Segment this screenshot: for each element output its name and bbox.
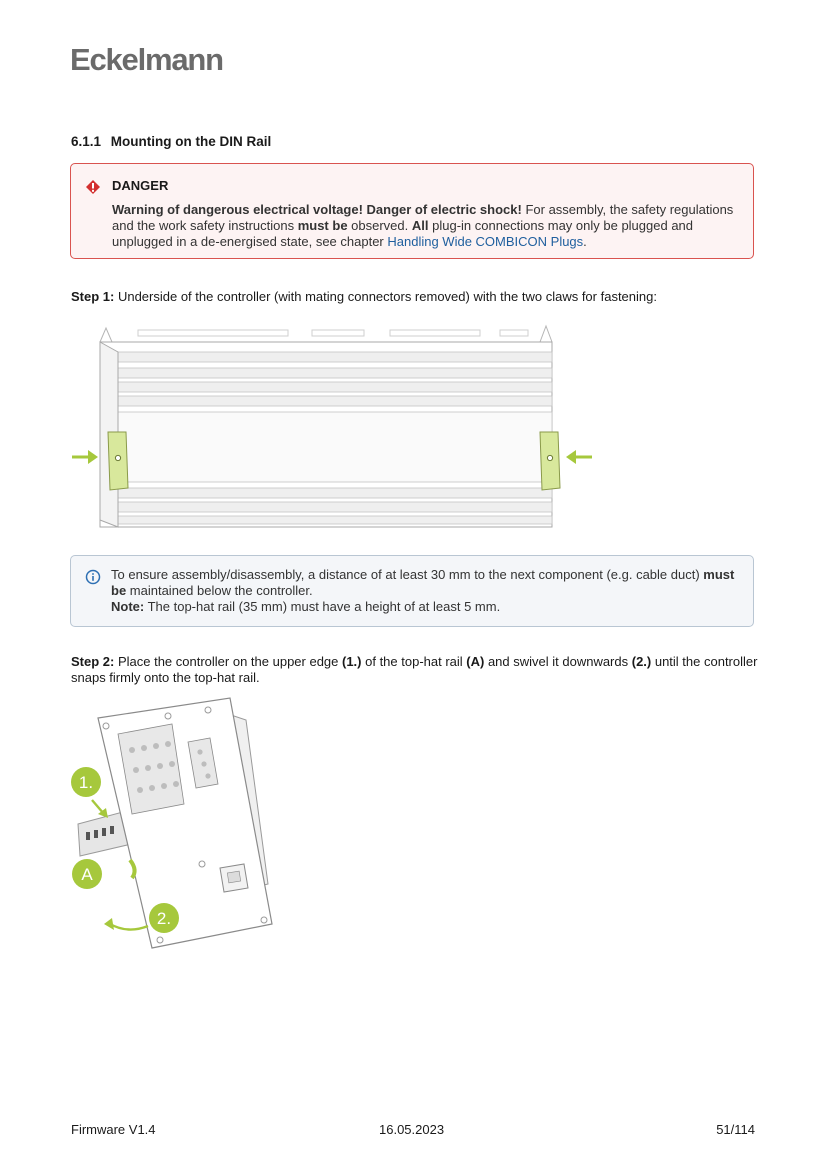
controller-underside-figure: [70, 320, 600, 532]
info-text-part: maintained below the controller.: [126, 583, 313, 598]
step2-label: Step 2:: [71, 654, 115, 669]
note-text: The top-hat rail (35 mm) must have a height of at least 5 mm.: [144, 599, 501, 614]
callout-1: 1.: [78, 773, 94, 792]
warning-diamond-icon: [85, 179, 101, 195]
section-number: 6.1.1: [71, 134, 102, 149]
note-label: Note:: [111, 599, 145, 614]
eckelmann-logo: Eckelmann: [70, 42, 223, 77]
info-text-part: To ensure assembly/disassembly, a distance of at least 30 mm to the next component (e.g. cable duct): [111, 567, 704, 582]
step1-label: Step 1:: [71, 289, 115, 304]
step2-bold-a: (A): [466, 654, 485, 669]
danger-bold-warning: Warning of dangerous electrical voltage! Danger of electric shock!: [112, 202, 522, 217]
footer-page-number: 51/114: [716, 1122, 755, 1137]
step1-description: Underside of the controller (with mating connectors removed) with the two claws for fastening:: [114, 289, 657, 304]
callout-2: 2.: [156, 909, 172, 928]
danger-bold-mustbe: must be: [297, 218, 348, 233]
info-bold-mustbe: must be: [111, 567, 735, 598]
chapter-link[interactable]: Handling Wide COMBICON Plugs: [387, 234, 584, 249]
danger-text-part: For assembly, the safety regulations and the work safety instructions: [112, 202, 734, 233]
danger-text-part: observed.: [347, 218, 412, 233]
section-title: Mounting on the DIN Rail: [110, 134, 272, 149]
footer-firmware: Firmware V1.4: [71, 1122, 156, 1137]
step2-text-part: and swivel it downwards: [484, 654, 632, 669]
footer-date: 16.05.2023: [379, 1122, 445, 1137]
danger-title: DANGER: [112, 178, 169, 193]
step2-text-part: of the top-hat rail: [361, 654, 467, 669]
info-notice: [70, 555, 754, 627]
danger-text-part: .: [583, 234, 587, 249]
step2-bold-1: (1.): [342, 654, 362, 669]
step2-text-part: Place the controller on the upper edge: [114, 654, 342, 669]
danger-text-part: plug-in connections may only be plugged and unplugged in a de-energised state, see chapter: [112, 218, 694, 249]
section-heading: [71, 134, 271, 149]
danger-bold-all: All: [411, 218, 429, 233]
danger-notice: [70, 163, 754, 259]
step1-text: [71, 289, 761, 305]
danger-text: [112, 202, 742, 250]
step2-text-part: until the controller snaps firmly onto the top-hat rail.: [71, 654, 758, 685]
callout-a: A: [81, 865, 93, 884]
step2-text: [71, 654, 761, 686]
info-text: [111, 567, 746, 615]
step2-bold-2: (2.): [631, 654, 652, 669]
info-circle-icon: [85, 569, 101, 585]
mounting-procedure-figure: [68, 692, 288, 954]
